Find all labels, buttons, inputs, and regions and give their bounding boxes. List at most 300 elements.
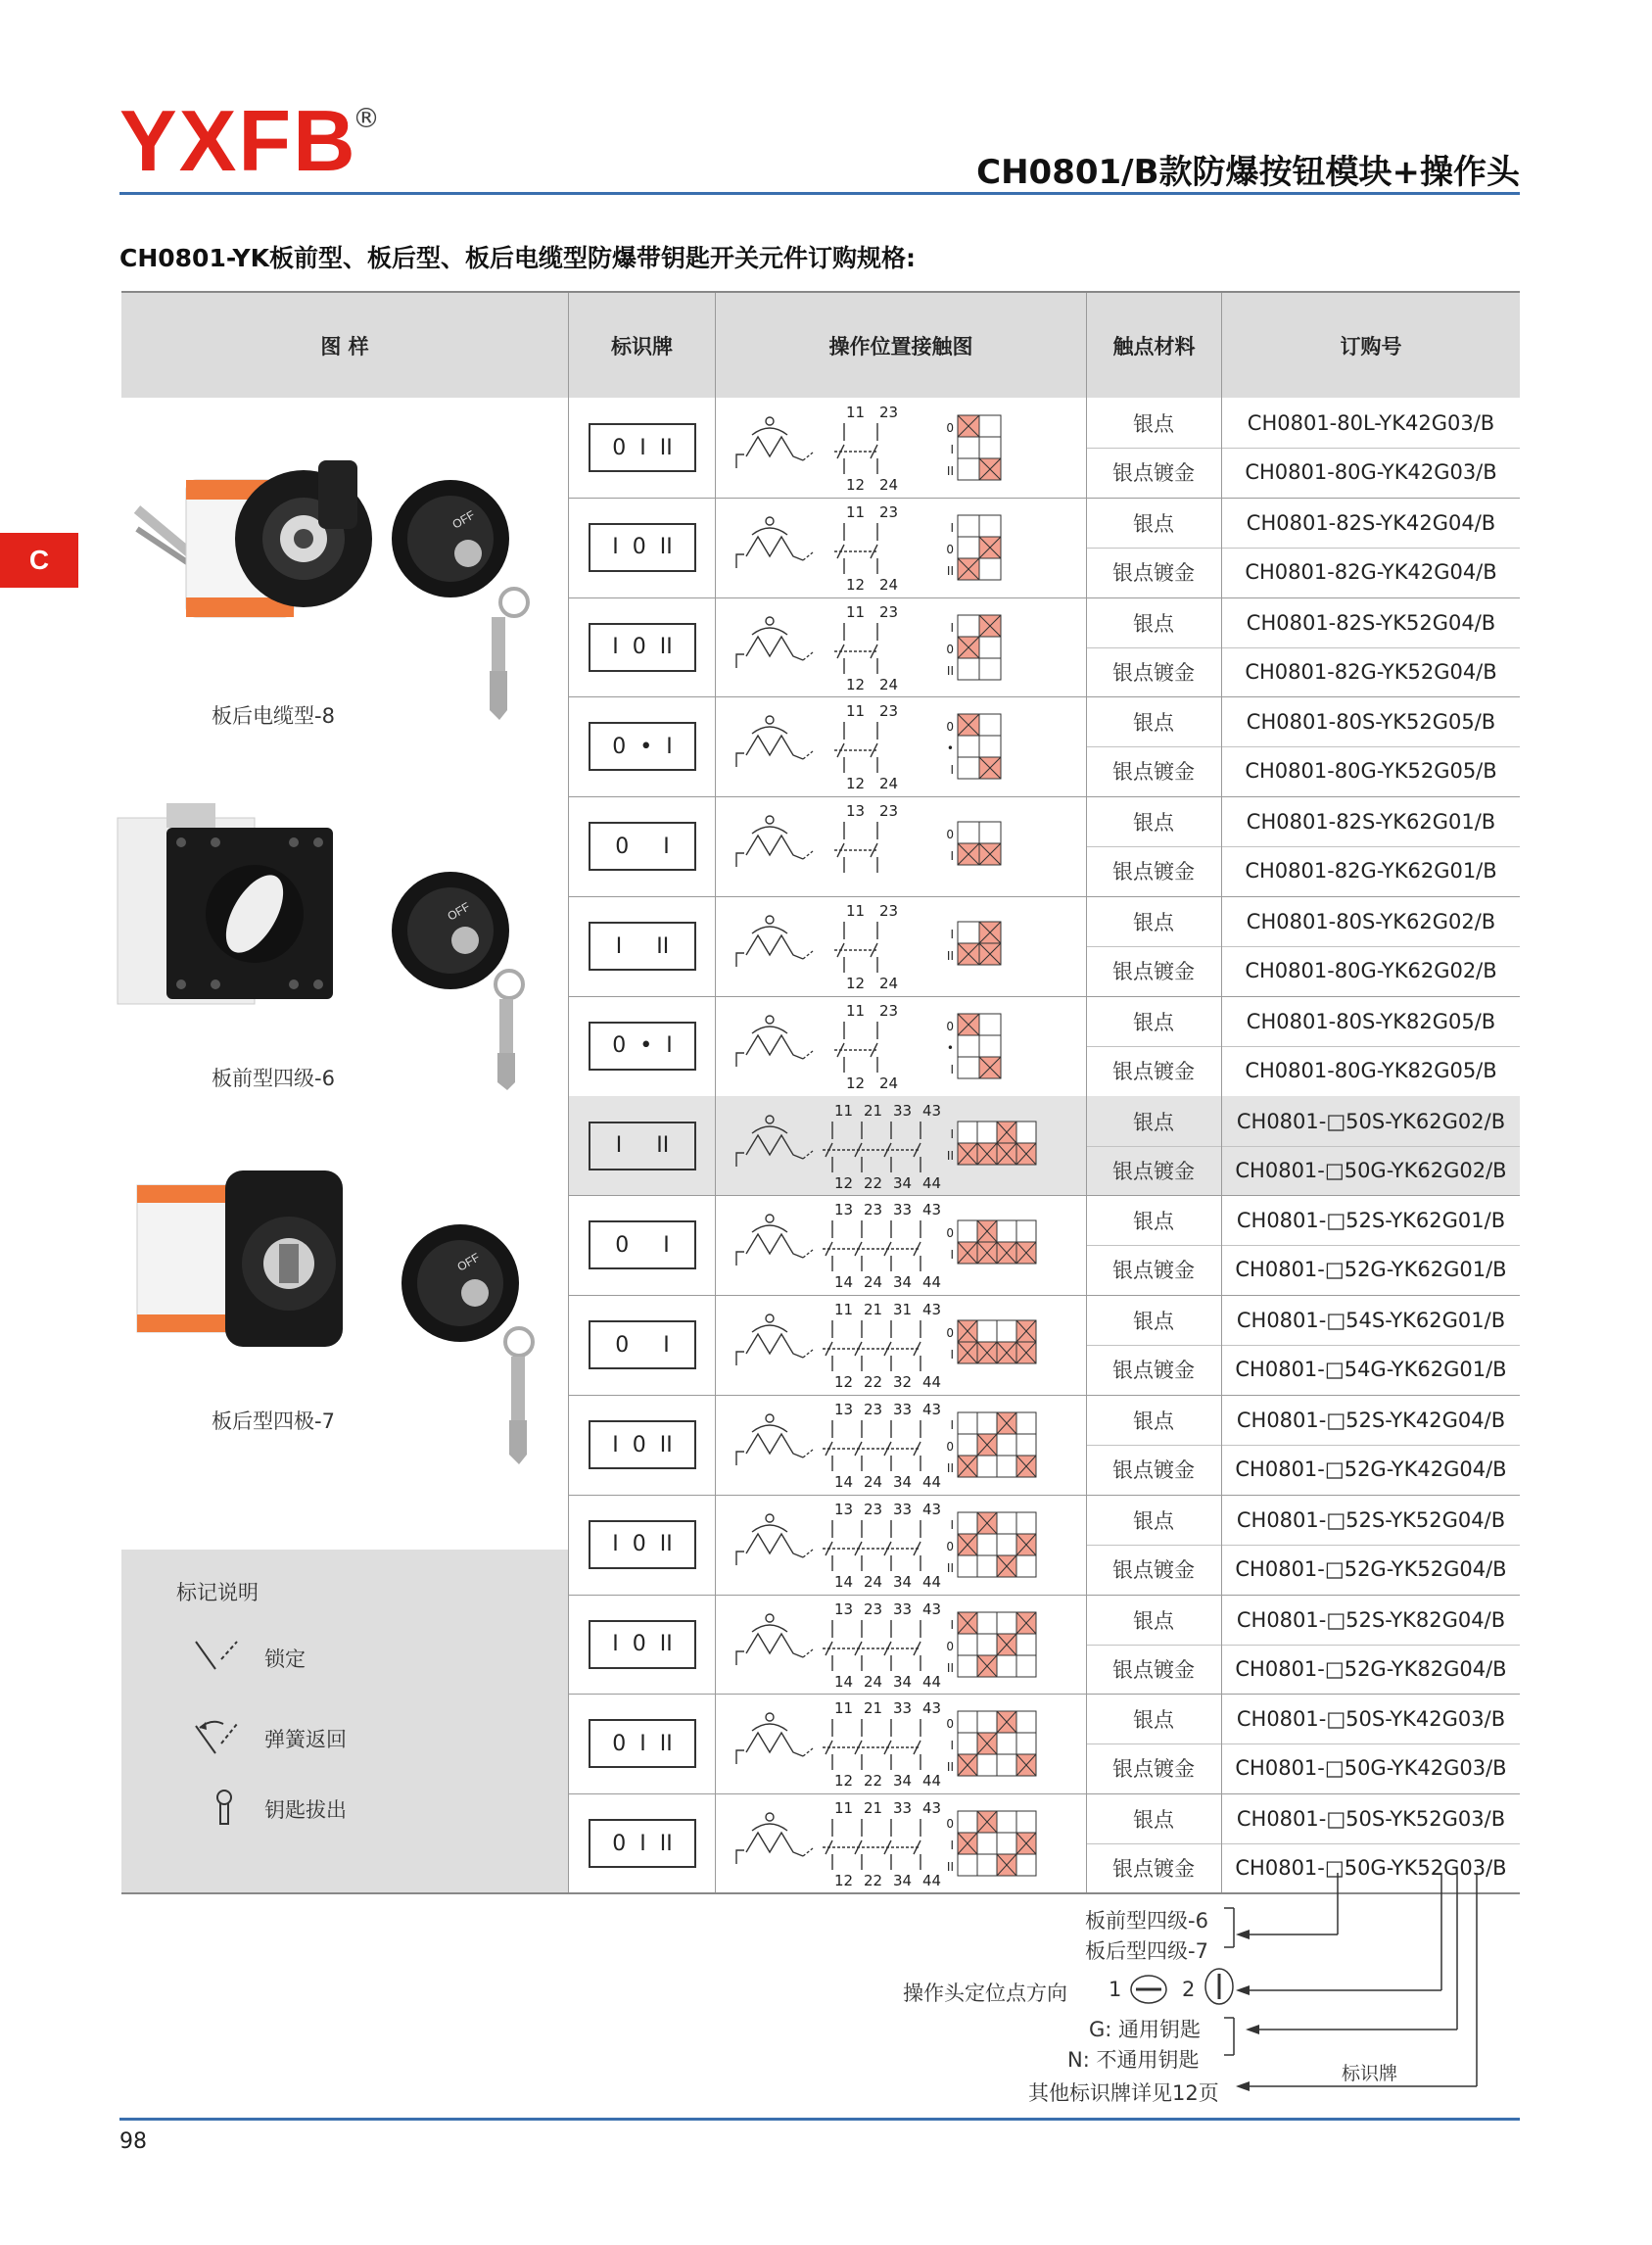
contact-state-cell — [979, 736, 1001, 757]
material-gold: 银点镀金 — [1112, 860, 1195, 884]
material-silver: 银点 — [1133, 611, 1174, 636]
material-silver: 银点 — [1133, 1210, 1174, 1234]
contact-diagram — [725, 896, 1038, 994]
contact-diagram — [725, 696, 1038, 794]
expl-rear-type: 板后型四级-7 — [1085, 1939, 1208, 1963]
contact-state-cell — [958, 1811, 977, 1833]
expl-direction-opt2: 2 — [1182, 1978, 1196, 2001]
terminal-top-label: 11 — [834, 1101, 854, 1120]
terminal-top-label: 33 — [893, 1600, 913, 1618]
header-material: 触点材料 — [1087, 293, 1221, 398]
product-photo-rear-type — [127, 1146, 548, 1469]
material-gold: 银点镀金 — [1112, 760, 1195, 785]
position-label: I — [950, 1126, 954, 1141]
position-label: II — [946, 464, 954, 478]
contact-state-cell — [997, 1612, 1016, 1634]
legend-title: 标记说明 — [176, 1581, 259, 1604]
position-label: I — [950, 849, 954, 864]
order-code-gold: CH0801-□52G-YK82G04/B — [1235, 1656, 1507, 1681]
legend-spring-label: 弹簧返回 — [264, 1728, 347, 1751]
material-gold: 银点镀金 — [1112, 560, 1195, 585]
position-label: 0 — [946, 1226, 954, 1241]
terminal-bottom-label: 12 — [846, 775, 866, 793]
contact-state-cell — [979, 515, 1001, 537]
order-code-silver: CH0801-80L-YK42G03/B — [1247, 411, 1495, 435]
order-code-silver: CH0801-□52S-YK52G04/B — [1236, 1507, 1506, 1532]
order-code-silver: CH0801-□50S-YK62G02/B — [1236, 1109, 1506, 1133]
terminal-top-label: 43 — [922, 1301, 942, 1319]
contact-state-cell — [977, 1833, 997, 1854]
material-silver: 银点 — [1133, 1608, 1174, 1633]
terminal-bottom-label: 22 — [864, 1772, 883, 1791]
terminal-bottom-label: 12 — [846, 675, 866, 693]
terminal-top-label: 33 — [893, 1401, 913, 1418]
terminal-bottom-label: 12 — [834, 1872, 854, 1890]
header-image: 图 样 — [121, 293, 568, 398]
material-silver: 银点 — [1133, 1310, 1174, 1334]
contact-diagram — [725, 498, 1038, 596]
terminal-bottom-label: 14 — [834, 1473, 854, 1491]
material-gold: 银点镀金 — [1112, 1159, 1195, 1183]
terminal-top-label: 23 — [879, 702, 899, 721]
order-code-silver: CH0801-82S-YK62G01/B — [1246, 810, 1496, 835]
legend-lock-label: 锁定 — [264, 1648, 306, 1671]
material-silver: 银点 — [1133, 1010, 1174, 1034]
footer-rule — [119, 2118, 1520, 2121]
svg-text:OFF: OFF — [454, 1250, 483, 1274]
header-order-no: 订购号 — [1222, 293, 1520, 398]
contact-diagram — [725, 597, 1038, 695]
position-label: 0 — [946, 421, 954, 435]
terminal-bottom-label: 12 — [846, 1074, 866, 1092]
brand-logo: YXFB — [119, 92, 357, 189]
terminal-top-label: 23 — [864, 1600, 883, 1618]
contact-diagram — [725, 996, 1038, 1094]
order-code-silver: CH0801-82S-YK52G04/B — [1246, 610, 1496, 635]
terminal-bottom-label: 24 — [864, 1473, 883, 1491]
contact-state-cell — [977, 1634, 997, 1655]
order-code-silver: CH0801-82S-YK42G04/B — [1246, 510, 1496, 535]
terminal-bottom-label: 34 — [893, 1672, 913, 1691]
order-code-silver: CH0801-□52S-YK82G04/B — [1236, 1607, 1506, 1632]
position-label: 0 — [946, 1717, 954, 1732]
contact-state-cell — [997, 1655, 1016, 1677]
contact-state-cell — [979, 1014, 1001, 1035]
position-label: 0 — [946, 1539, 954, 1553]
position-label: 0 — [946, 1326, 954, 1341]
material-gold: 银点镀金 — [1112, 1259, 1195, 1283]
header-nameplate: 标识牌 — [569, 293, 715, 398]
terminal-top-label: 13 — [846, 802, 866, 821]
terminal-top-label: 21 — [864, 1799, 883, 1818]
header-rule — [119, 192, 1520, 195]
material-gold: 银点镀金 — [1112, 1458, 1195, 1482]
terminal-bottom-label: 34 — [893, 1572, 913, 1591]
header-diagram: 操作位置接触图 — [716, 293, 1086, 398]
registered-mark: ® — [353, 102, 380, 134]
locating-direction-1-icon — [1131, 1976, 1166, 2003]
order-code-silver: CH0801-80S-YK62G02/B — [1246, 910, 1496, 933]
contact-diagram — [725, 796, 1038, 894]
position-label: 0 — [946, 1019, 954, 1033]
order-code-silver: CH0801-□54S-YK62G01/B — [1236, 1309, 1506, 1333]
order-code-gold: CH0801-80G-YK42G03/B — [1245, 460, 1497, 484]
material-silver: 银点 — [1133, 511, 1174, 536]
contact-state-cell — [1016, 1811, 1036, 1833]
nameplate-symbol: I 0 II — [589, 623, 696, 672]
order-code-silver: CH0801-□50S-YK42G03/B — [1236, 1707, 1506, 1732]
material-silver: 银点 — [1133, 1409, 1174, 1433]
nameplate-symbol: I II — [589, 922, 696, 971]
contact-state-cell — [1016, 1220, 1036, 1242]
contact-state-cell — [979, 658, 1001, 680]
material-silver: 银点 — [1133, 911, 1174, 934]
terminal-top-label: 23 — [879, 802, 899, 821]
contact-state-cell — [979, 714, 1001, 736]
terminal-bottom-label: 34 — [893, 1273, 913, 1292]
nameplate-symbol: 0 • I — [589, 722, 696, 771]
contact-diagram — [725, 1195, 1038, 1293]
terminal-bottom-label: 44 — [922, 1173, 942, 1192]
terminal-top-label: 33 — [893, 1699, 913, 1718]
terminal-bottom-label: 44 — [922, 1572, 942, 1591]
terminal-bottom-label: 22 — [864, 1373, 883, 1392]
order-code-silver: CH0801-□52S-YK42G04/B — [1236, 1409, 1506, 1432]
nameplate-symbol: 0 I II — [589, 1719, 696, 1768]
contact-state-cell — [977, 1754, 997, 1776]
terminal-top-label: 23 — [879, 1001, 899, 1020]
terminal-top-label: 11 — [834, 1699, 854, 1718]
contact-state-cell — [958, 1220, 977, 1242]
material-silver: 银点 — [1133, 811, 1174, 836]
page-title: CH0801/B款防爆按钮模块+操作头 — [976, 153, 1520, 192]
material-silver: 银点 — [1133, 711, 1174, 736]
order-code-gold: CH0801-82G-YK52G04/B — [1245, 659, 1497, 684]
position-label: • — [946, 741, 954, 756]
contact-state-cell — [958, 757, 979, 779]
terminal-top-label: 13 — [834, 1600, 854, 1618]
position-label: I — [950, 1348, 954, 1362]
contact-state-cell — [1016, 1634, 1036, 1655]
contact-state-cell — [958, 1057, 979, 1078]
terminal-bottom-label: 24 — [864, 1273, 883, 1292]
contact-diagram — [725, 1495, 1038, 1593]
terminal-bottom-label: 44 — [922, 1872, 942, 1890]
terminal-bottom-label: 32 — [893, 1373, 913, 1392]
nameplate-symbol: 0 • I — [589, 1022, 696, 1071]
terminal-bottom-label: 12 — [846, 975, 866, 992]
terminal-top-label: 11 — [846, 602, 866, 621]
terminal-top-label: 23 — [879, 502, 899, 521]
material-gold: 银点镀金 — [1112, 1059, 1195, 1083]
terminal-top-label: 33 — [893, 1500, 913, 1518]
material-gold: 银点镀金 — [1112, 1359, 1195, 1383]
contact-state-cell — [977, 1320, 997, 1342]
order-code-gold: CH0801-□52G-YK42G04/B — [1235, 1457, 1507, 1481]
order-code-gold: CH0801-□50G-YK62G02/B — [1235, 1158, 1507, 1182]
terminal-top-label: 43 — [922, 1401, 942, 1418]
terminal-top-label: 23 — [864, 1500, 883, 1518]
order-code-gold: CH0801-□52G-YK62G01/B — [1235, 1258, 1507, 1282]
contact-diagram — [725, 1793, 1038, 1891]
order-code-gold: CH0801-80G-YK52G05/B — [1245, 759, 1497, 784]
contact-state-cell — [977, 1612, 997, 1634]
page-number: 98 — [119, 2129, 147, 2154]
terminal-bottom-label: 44 — [922, 1672, 942, 1691]
contact-state-cell — [958, 736, 979, 757]
order-code-silver: CH0801-80S-YK82G05/B — [1246, 1009, 1496, 1033]
order-code-gold: CH0801-80G-YK62G02/B — [1245, 959, 1497, 982]
contact-state-cell — [958, 1634, 977, 1655]
position-label: • — [946, 1040, 954, 1055]
terminal-top-label: 23 — [879, 404, 899, 421]
terminal-top-label: 43 — [922, 1201, 942, 1219]
contact-state-cell — [958, 822, 979, 843]
product-photo-front-type — [108, 798, 548, 1092]
position-label: I — [950, 1739, 954, 1753]
terminal-bottom-label: 44 — [922, 1373, 942, 1392]
material-gold: 银点镀金 — [1112, 960, 1195, 983]
contact-state-cell — [979, 637, 1001, 658]
contact-state-cell — [977, 1555, 997, 1577]
terminal-bottom-label: 12 — [834, 1373, 854, 1392]
contact-diagram — [725, 1595, 1038, 1693]
terminal-top-label: 11 — [846, 1001, 866, 1020]
position-label: 0 — [946, 1817, 954, 1832]
contact-state-cell — [979, 822, 1001, 843]
terminal-top-label: 23 — [864, 1201, 883, 1219]
contact-state-cell — [977, 1412, 997, 1434]
terminal-top-label: 31 — [893, 1301, 913, 1319]
contact-state-cell — [979, 437, 1001, 458]
terminal-top-label: 11 — [846, 404, 866, 421]
terminal-bottom-label: 24 — [879, 476, 899, 494]
nameplate-symbol: I 0 II — [589, 1620, 696, 1669]
terminal-bottom-label: 22 — [864, 1173, 883, 1192]
contact-state-cell — [997, 1534, 1016, 1555]
contact-state-cell — [1016, 1555, 1036, 1577]
nameplate-symbol: I 0 II — [589, 1420, 696, 1469]
position-label: II — [946, 1560, 954, 1575]
contact-state-cell — [977, 1122, 997, 1143]
terminal-bottom-label: 22 — [864, 1872, 883, 1890]
contact-state-cell — [977, 1854, 997, 1876]
contact-state-cell — [977, 1534, 997, 1555]
position-label: II — [946, 663, 954, 678]
expl-universal-key: G: 通用钥匙 — [1089, 2018, 1202, 2041]
material-gold: 银点镀金 — [1112, 1557, 1195, 1582]
position-label: I — [950, 1062, 954, 1076]
contact-state-cell — [997, 1220, 1016, 1242]
contact-state-cell — [958, 922, 979, 943]
contact-state-cell — [958, 1711, 977, 1733]
material-silver: 银点 — [1133, 412, 1174, 436]
photo-caption-rear-type: 板后型四极-7 — [212, 1409, 335, 1433]
contact-state-cell — [1016, 1434, 1036, 1456]
position-label: I — [950, 620, 954, 635]
material-gold: 银点镀金 — [1112, 660, 1195, 685]
terminal-bottom-label: 34 — [893, 1473, 913, 1491]
expl-other-nameplates: 其他标识牌详见12页 — [1028, 2081, 1219, 2105]
photo-caption-cable-type: 板后电缆型-8 — [212, 704, 335, 728]
contact-diagram — [725, 1096, 1038, 1194]
position-label: II — [946, 1148, 954, 1163]
terminal-top-label: 43 — [922, 1799, 942, 1818]
contact-state-cell — [958, 437, 979, 458]
nameplate-symbol: 0 I II — [589, 423, 696, 472]
position-label: I — [950, 1418, 954, 1432]
material-silver: 银点 — [1133, 1708, 1174, 1733]
contact-diagram — [725, 398, 1038, 496]
terminal-bottom-label: 24 — [879, 1074, 899, 1092]
chapter-tab: C — [0, 533, 78, 588]
locating-direction-2-icon — [1205, 1969, 1233, 2004]
terminal-bottom-label: 34 — [893, 1173, 913, 1192]
order-code-silver: CH0801-□50S-YK52G03/B — [1236, 1807, 1506, 1832]
order-code-gold: CH0801-□54G-YK62G01/B — [1235, 1358, 1507, 1382]
material-gold: 银点镀金 — [1112, 1657, 1195, 1682]
contact-state-cell — [997, 1811, 1016, 1833]
photo-caption-front-type: 板前型四级-6 — [212, 1067, 335, 1090]
svg-text:OFF: OFF — [445, 899, 473, 924]
contact-state-cell — [997, 1512, 1016, 1534]
contact-state-cell — [977, 1456, 997, 1477]
contact-state-cell — [958, 1434, 977, 1456]
position-label: I — [950, 443, 954, 456]
order-code-silver: CH0801-80S-YK52G05/B — [1246, 710, 1496, 735]
contact-state-cell — [997, 1733, 1016, 1754]
position-label: I — [950, 763, 954, 778]
nameplate-symbol: 0 I — [589, 1220, 696, 1269]
contact-state-cell — [1016, 1512, 1036, 1534]
order-code-gold: CH0801-82G-YK62G01/B — [1245, 859, 1497, 884]
contact-state-cell — [958, 1655, 977, 1677]
terminal-top-label: 13 — [834, 1201, 854, 1219]
terminal-top-label: 21 — [864, 1101, 883, 1120]
contact-state-cell — [1016, 1733, 1036, 1754]
contact-state-cell — [997, 1833, 1016, 1854]
contact-state-cell — [979, 558, 1001, 580]
contact-state-cell — [958, 1555, 977, 1577]
contact-diagram — [725, 1295, 1038, 1393]
position-label: II — [946, 1860, 954, 1875]
contact-state-cell — [958, 1854, 977, 1876]
contact-state-cell — [997, 1754, 1016, 1776]
contact-state-cell — [958, 658, 979, 680]
contact-state-cell — [1016, 1655, 1036, 1677]
terminal-bottom-label: 34 — [893, 1872, 913, 1890]
terminal-bottom-label: 14 — [834, 1273, 854, 1292]
terminal-bottom-label: 12 — [834, 1772, 854, 1791]
terminal-top-label: 43 — [922, 1101, 942, 1120]
terminal-top-label: 11 — [846, 902, 866, 920]
terminal-bottom-label: 34 — [893, 1772, 913, 1791]
position-label: II — [946, 949, 954, 963]
nameplate-symbol: 0 I — [589, 822, 696, 871]
grid-line — [715, 293, 716, 1892]
material-silver: 银点 — [1133, 1508, 1174, 1533]
position-label: II — [946, 1660, 954, 1675]
order-code-gold: CH0801-80G-YK82G05/B — [1245, 1058, 1497, 1082]
terminal-bottom-label: 24 — [879, 675, 899, 693]
contact-state-cell — [958, 458, 979, 480]
nameplate-symbol: 0 I II — [589, 1819, 696, 1868]
expl-direction-opt1: 1 — [1109, 1978, 1122, 2001]
contact-state-cell — [958, 1412, 977, 1434]
contact-state-cell — [958, 1733, 977, 1754]
position-label: 0 — [946, 642, 954, 656]
terminal-bottom-label: 44 — [922, 1772, 942, 1791]
order-code-gold: CH0801-□52G-YK52G04/B — [1235, 1556, 1507, 1581]
terminal-top-label: 43 — [922, 1600, 942, 1618]
key-removal-symbol-icon — [210, 1789, 239, 1828]
position-label: I — [950, 1839, 954, 1853]
expl-nameplate-label: 标识牌 — [1342, 2063, 1398, 2084]
nameplate-symbol: I 0 II — [589, 523, 696, 572]
terminal-top-label: 11 — [846, 702, 866, 721]
nameplate-symbol: I II — [589, 1122, 696, 1170]
terminal-bottom-label: 14 — [834, 1672, 854, 1691]
contact-state-cell — [997, 1320, 1016, 1342]
legend-key-label: 钥匙拔出 — [264, 1798, 347, 1822]
order-code-gold: CH0801-82G-YK42G04/B — [1245, 559, 1497, 584]
position-label: I — [950, 1248, 954, 1263]
terminal-top-label: 33 — [893, 1799, 913, 1818]
material-gold: 银点镀金 — [1112, 1757, 1195, 1782]
grid-line — [568, 293, 569, 1892]
contact-state-cell — [997, 1434, 1016, 1456]
terminal-bottom-label: 12 — [846, 575, 866, 594]
terminal-top-label: 13 — [834, 1401, 854, 1418]
nameplate-symbol: 0 I — [589, 1320, 696, 1369]
material-gold: 银点镀金 — [1112, 1857, 1195, 1882]
terminal-bottom-label: 12 — [834, 1173, 854, 1192]
position-label: 0 — [946, 1639, 954, 1653]
contact-diagram — [725, 1694, 1038, 1791]
contact-state-cell — [1016, 1412, 1036, 1434]
contact-state-cell — [958, 615, 979, 637]
expl-non-universal-key: N: 不通用钥匙 — [1067, 2048, 1200, 2072]
contact-state-cell — [958, 1122, 977, 1143]
material-gold: 银点镀金 — [1112, 461, 1195, 485]
terminal-top-label: 11 — [834, 1301, 854, 1319]
grid-line — [1221, 293, 1222, 1892]
terminal-bottom-label: 44 — [922, 1273, 942, 1292]
nameplate-symbol: I 0 II — [589, 1520, 696, 1569]
contact-state-cell — [979, 415, 1001, 437]
terminal-top-label: 13 — [834, 1500, 854, 1518]
terminal-top-label: 33 — [893, 1201, 913, 1219]
expl-front-type: 板前型四级-6 — [1085, 1909, 1208, 1933]
terminal-bottom-label: 24 — [864, 1672, 883, 1691]
product-photo-cable-type — [127, 431, 548, 725]
terminal-top-label: 21 — [864, 1301, 883, 1319]
material-silver: 银点 — [1133, 1110, 1174, 1134]
contact-state-cell — [979, 1035, 1001, 1057]
terminal-bottom-label: 24 — [879, 975, 899, 992]
spring-return-symbol-icon — [192, 1716, 251, 1759]
contact-state-cell — [958, 515, 979, 537]
position-label: I — [950, 1617, 954, 1632]
lock-symbol-icon — [192, 1636, 251, 1675]
contact-state-cell — [1016, 1122, 1036, 1143]
terminal-top-label: 21 — [864, 1699, 883, 1718]
terminal-bottom-label: 14 — [834, 1572, 854, 1591]
contact-diagram — [725, 1395, 1038, 1493]
contact-state-cell — [958, 1512, 977, 1534]
contact-state-cell — [1016, 1711, 1036, 1733]
terminal-bottom-label: 24 — [879, 775, 899, 793]
